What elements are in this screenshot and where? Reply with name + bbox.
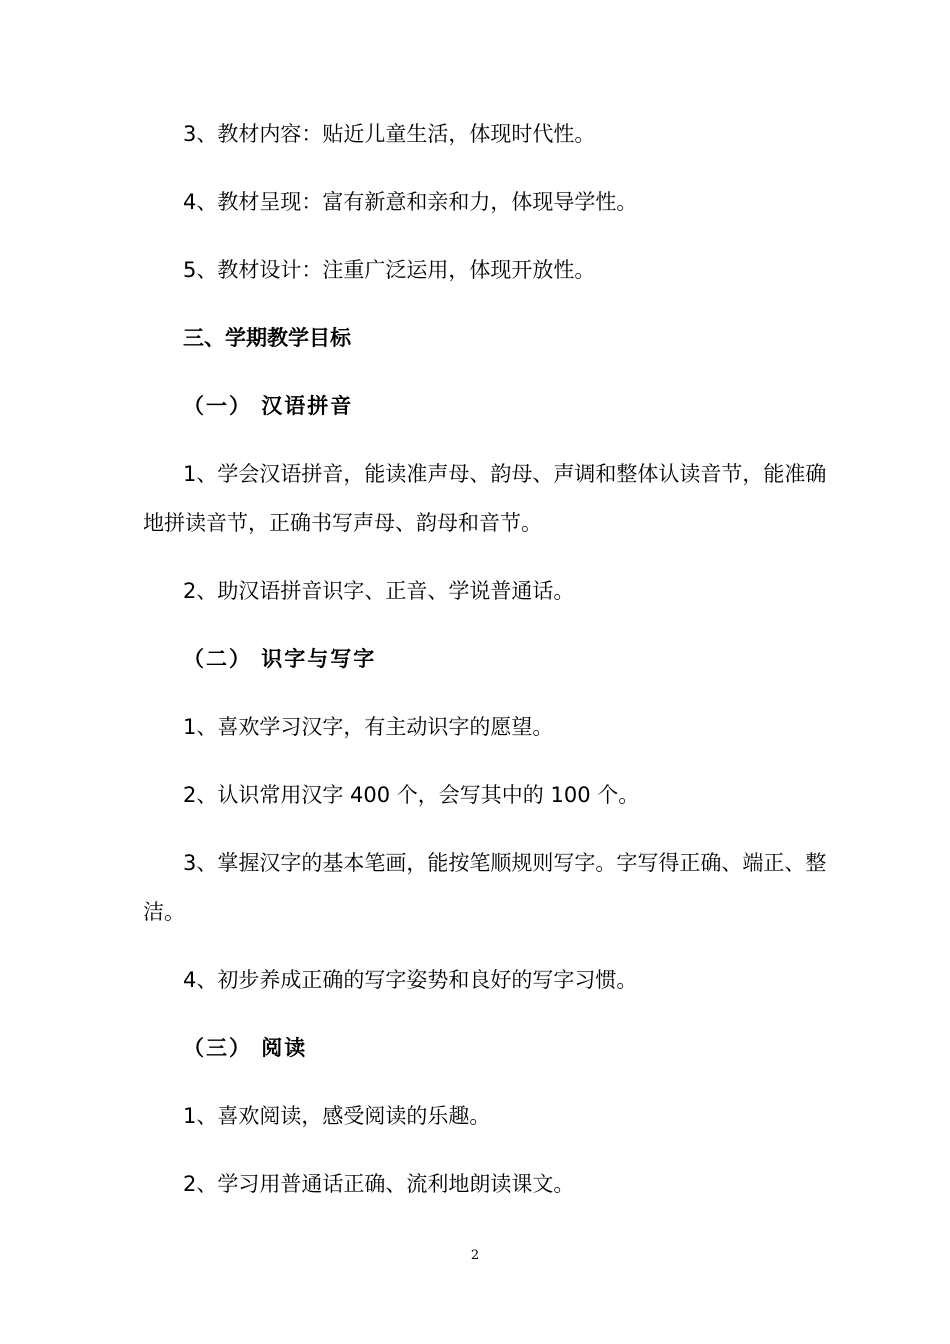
subheading-literacy: （二） 识字与写字 xyxy=(183,647,377,671)
item-textbook-presentation: 4、教材呈现：富有新意和亲和力，体现导学性。 xyxy=(183,190,638,214)
pinyin-item-1-line-2: 地拼读音节，正确书写声母、韵母和音节。 xyxy=(143,511,542,535)
page-number: 2 xyxy=(470,1248,480,1263)
item-textbook-design: 5、教材设计：注重广泛运用，体现开放性。 xyxy=(183,258,596,282)
subheading-pinyin: （一） 汉语拼音 xyxy=(183,394,354,418)
section-heading: 三、学期教学目标 xyxy=(183,326,351,350)
literacy-item-3-line-2: 洁。 xyxy=(143,900,185,924)
literacy-item-4: 4、初步养成正确的写字姿势和良好的写字习惯。 xyxy=(183,968,638,992)
literacy-item-1: 1、喜欢学习汉字，有主动识字的愿望。 xyxy=(183,715,554,739)
reading-item-2: 2、学习用普通话正确、流利地朗读课文。 xyxy=(183,1172,575,1196)
pinyin-item-2: 2、助汉语拼音识字、正音、学说普通话。 xyxy=(183,579,575,603)
item-textbook-content: 3、教材内容：贴近儿童生活，体现时代性。 xyxy=(183,122,596,146)
literacy-item-2: 2、认识常用汉字 400 个，会写其中的 100 个。 xyxy=(183,783,640,807)
literacy-item-3-line-1: 3、掌握汉字的基本笔画，能按笔顺规则写字。字写得正确、端正、整 xyxy=(183,851,827,875)
reading-item-1: 1、喜欢阅读，感受阅读的乐趣。 xyxy=(183,1104,491,1128)
pinyin-item-1-line-1: 1、学会汉语拼音，能读准声母、韵母、声调和整体认读音节，能准确 xyxy=(183,462,827,486)
subheading-reading: （三） 阅读 xyxy=(183,1036,308,1060)
